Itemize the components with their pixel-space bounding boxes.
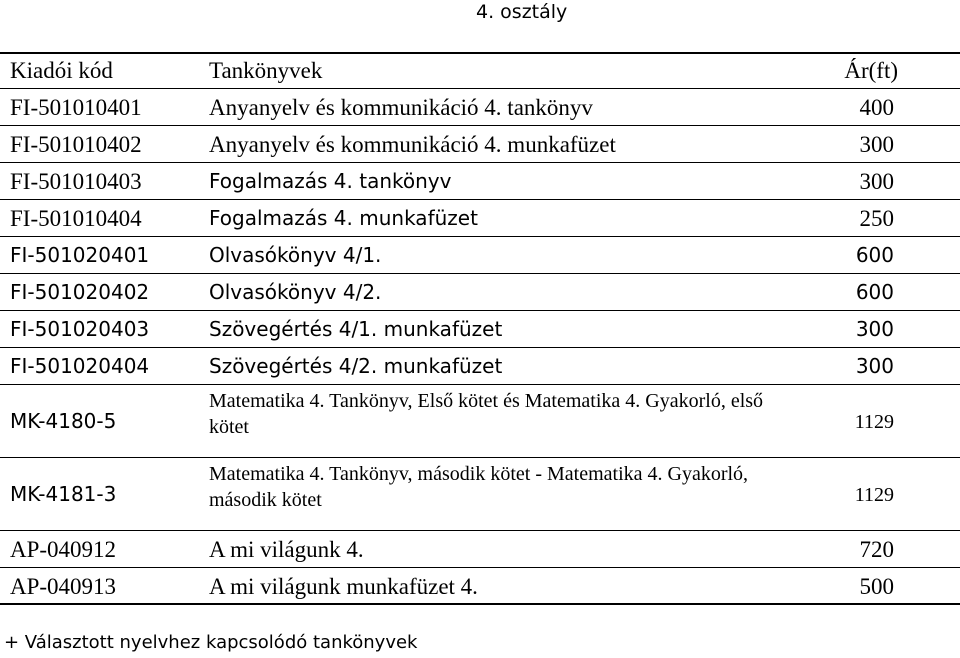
row-price: 400: [859, 95, 894, 120]
row-book: Fogalmazás 4. tankönyv: [209, 169, 452, 193]
row-code: AP-040912: [10, 537, 117, 562]
row-book: Olvasókönyv 4/1.: [209, 243, 382, 267]
row-price: 1129: [854, 411, 894, 433]
footnote: + Választott nyelvhez kapcsolódó tankönyvek: [4, 632, 418, 653]
table-row: [0, 89, 960, 126]
row-price: 600: [855, 243, 894, 267]
table-row: [0, 385, 960, 458]
row-code: FI-501010403: [10, 169, 142, 194]
header-book: Tankönyvek: [209, 58, 323, 83]
row-price: 1129: [854, 484, 894, 506]
page-title: 4. osztály: [476, 1, 568, 23]
row-code: FI-501010402: [10, 132, 142, 157]
row-code: AP-040913: [10, 574, 117, 599]
table-header-row: [0, 52, 960, 89]
row-price: 250: [859, 206, 894, 231]
table-row: [0, 348, 960, 385]
row-book: A mi világunk 4.: [209, 537, 364, 562]
row-book: Matematika 4. Tankönyv, második kötet - Matematika 4. Gyakorló, második kötet: [209, 463, 749, 511]
row-price: 500: [859, 574, 894, 599]
row-price: 300: [855, 354, 894, 378]
row-code: FI-501020402: [10, 280, 150, 304]
row-book: Olvasókönyv 4/2.: [209, 280, 382, 304]
row-book: A mi világunk munkafüzet 4.: [209, 574, 478, 599]
textbook-table: [0, 52, 960, 605]
row-price: 720: [859, 537, 894, 562]
row-book: Fogalmazás 4. munkafüzet: [209, 206, 478, 230]
table-row: [0, 458, 960, 531]
row-book: Szövegértés 4/2. munkafüzet: [209, 354, 503, 378]
row-code: FI-501020403: [10, 317, 150, 341]
row-book: Matematika 4. Tankönyv, Első kötet és Matematika 4. Gyakorló, első kötet: [209, 390, 764, 438]
header-code: Kiadói kód: [10, 58, 113, 83]
table-row: [0, 311, 960, 348]
table-row: [0, 200, 960, 237]
row-code: FI-501020401: [10, 243, 150, 267]
row-price: 600: [855, 280, 894, 304]
table-row: [0, 163, 960, 200]
row-price: 300: [859, 132, 894, 157]
row-price: 300: [855, 317, 894, 341]
table-row: [0, 531, 960, 568]
row-book: Szövegértés 4/1. munkafüzet: [209, 317, 503, 341]
table-row: [0, 568, 960, 605]
table-row: [0, 274, 960, 311]
table-row: [0, 237, 960, 274]
row-code: FI-501010404: [10, 206, 142, 231]
row-price: 300: [859, 169, 894, 194]
table-row: [0, 126, 960, 163]
row-code: MK-4181-3: [10, 482, 117, 506]
row-code: FI-501010401: [10, 95, 142, 120]
header-price: Ár(ft): [844, 58, 898, 83]
row-code: FI-501020404: [10, 354, 150, 378]
row-code: MK-4180-5: [10, 409, 117, 433]
row-book: Anyanyelv és kommunikáció 4. tankönyv: [209, 95, 593, 120]
row-book: Anyanyelv és kommunikáció 4. munkafüzet: [209, 132, 616, 157]
